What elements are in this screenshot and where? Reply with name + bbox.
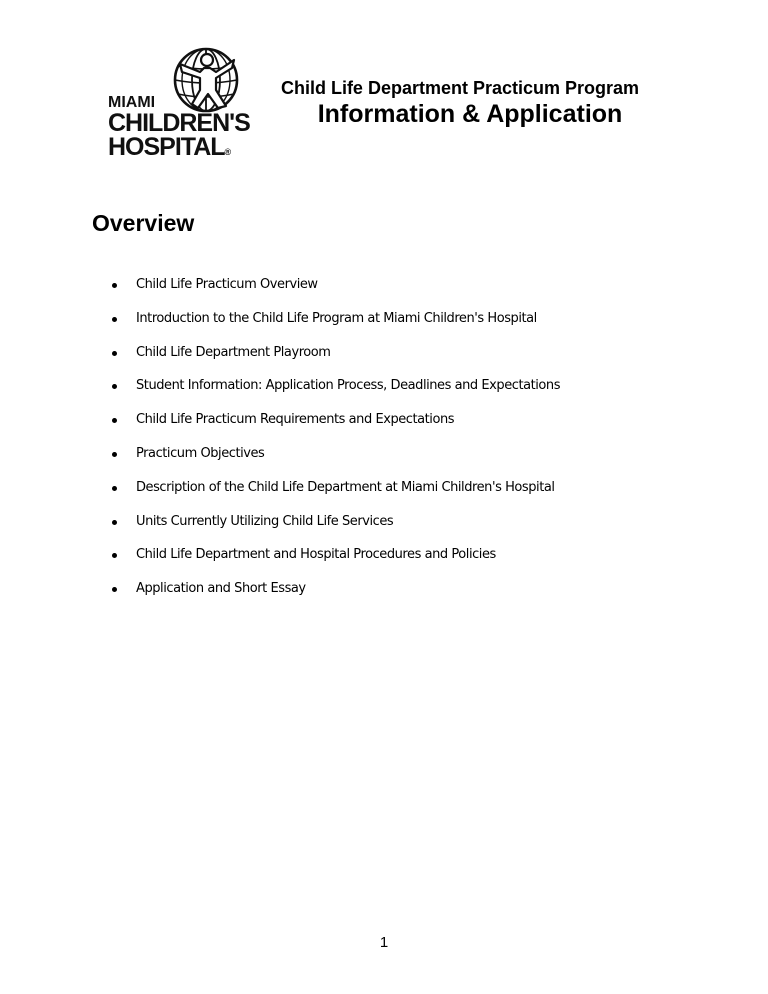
list-item-text: Units Currently Utilizing Child Life Services <box>136 513 394 529</box>
bullet-icon <box>112 553 117 558</box>
logo-text-miami: MIAMI <box>108 94 156 111</box>
bullet-icon <box>112 351 117 356</box>
bullet-icon <box>112 384 117 389</box>
bullet-icon <box>112 418 117 423</box>
list-item <box>112 311 560 345</box>
list-item-text: Description of the Child Life Department at Miami Children's Hospital <box>136 479 555 495</box>
list-item <box>112 345 560 379</box>
bullet-icon <box>112 587 117 592</box>
list-item <box>112 378 560 412</box>
list-item-text: Student Information: Application Process, Deadlines and Expectations <box>136 378 561 394</box>
list-item <box>112 581 560 615</box>
bullet-icon <box>112 317 117 322</box>
list-item-text: Practicum Objectives <box>136 445 265 461</box>
bullet-icon <box>112 486 117 491</box>
list-item-text: Child Life Department and Hospital Procedures and Policies <box>136 547 496 563</box>
list-item <box>112 480 560 514</box>
registered-mark: ® <box>224 147 232 157</box>
list-item <box>112 277 560 311</box>
document-title: Information & Application <box>317 100 623 128</box>
list-item <box>112 446 560 480</box>
list-item-text: Application and Short Essay <box>136 581 306 597</box>
bullet-icon <box>112 452 117 457</box>
list-item-text: Child Life Practicum Overview <box>136 277 318 292</box>
globe-child-icon <box>170 46 242 118</box>
list-item-text: Introduction to the Child Life Program at Miami Children's Hospital <box>136 310 537 326</box>
hospital-logo <box>108 46 268 162</box>
list-item <box>112 514 560 548</box>
list-item <box>112 412 560 446</box>
page-number: 1 <box>379 934 389 951</box>
list-item-text: Child Life Department Playroom <box>136 344 331 360</box>
bullet-icon <box>112 520 117 525</box>
logo-text-hospital <box>108 133 231 162</box>
list-item <box>112 547 560 581</box>
list-item-text: Child Life Practicum Requirements and Expectations <box>136 412 455 428</box>
bullet-icon <box>112 283 117 288</box>
logo-text-hospital-word: HOSPITAL <box>108 133 225 161</box>
overview-list <box>112 277 560 615</box>
overview-heading: Overview <box>92 210 195 236</box>
logo-text-childrens: CHILDREN'S <box>108 109 250 137</box>
document-subtitle: Child Life Department Practicum Program <box>280 78 640 98</box>
